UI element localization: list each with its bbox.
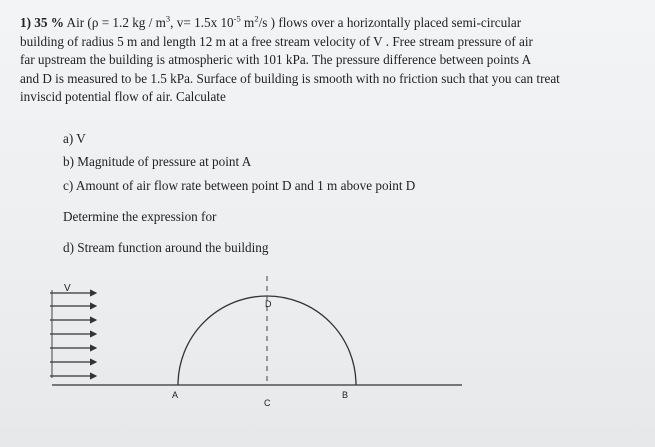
label-b: B xyxy=(342,390,349,400)
label-a: A xyxy=(172,390,179,400)
problem-number: 1) xyxy=(20,15,31,30)
question-a: a) V xyxy=(63,131,86,146)
question-c: c) Amount of air flow rate between point D and 1 m above point D xyxy=(63,178,416,193)
problem-line-1b: , v= 1.5x 10 xyxy=(170,15,234,30)
superscript-2: 2 xyxy=(254,13,259,24)
velocity-arrows xyxy=(50,293,96,376)
question-d: d) Stream function around the building xyxy=(63,240,269,255)
problem-line-1a: Air (ρ = 1.2 kg / m xyxy=(66,15,166,30)
problem-line-4: and D is measured to be 1.5 kPa. Surface of building is smooth with no friction such that you can treat xyxy=(20,70,560,86)
label-v: V xyxy=(64,283,71,294)
problem-marks: 35 % xyxy=(34,15,64,30)
problem-line-1c: m xyxy=(244,15,255,30)
superscript-exponent: -5 xyxy=(233,13,241,24)
question-b: b) Magnitude of pressure at point A xyxy=(63,154,252,169)
superscript-3: 3 xyxy=(165,13,171,24)
label-d: D xyxy=(265,299,272,309)
determine-heading: Determine the expression for xyxy=(63,209,217,224)
label-c: C xyxy=(264,398,271,408)
problem-line-5: inviscid potential flow of air. Calculate xyxy=(20,89,226,104)
problem-line-2: building of radius 5 m and length 12 m at a free stream velocity of V . Free stream pressure of air xyxy=(20,33,533,49)
problem-line-1d: /s ) flows over a horizontally placed semi-circular xyxy=(258,15,522,30)
problem-line-3: far upstream the building is atmospheric with 101 kPa. The pressure difference between points A xyxy=(20,52,532,67)
